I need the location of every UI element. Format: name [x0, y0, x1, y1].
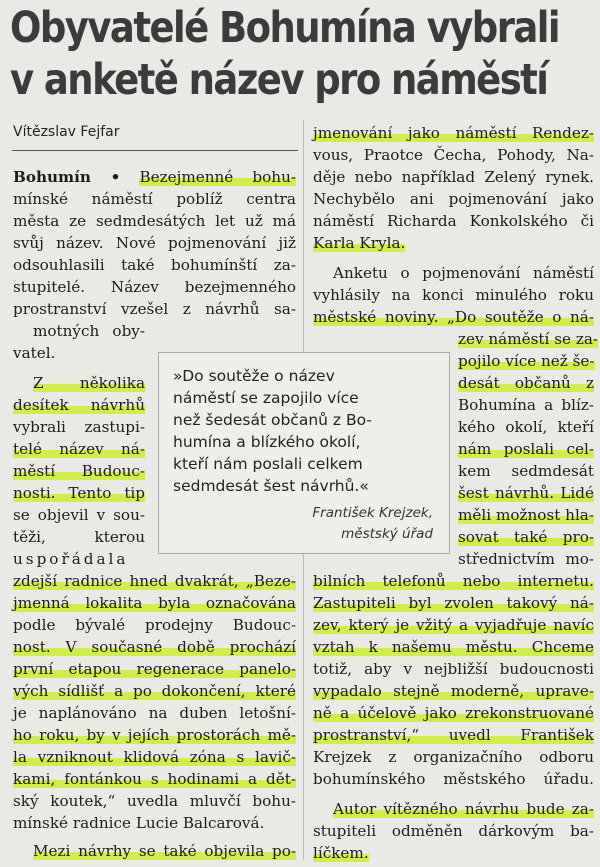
col2-line: kého okolí, kteří	[458, 418, 594, 436]
col2-line: Anketu o pojmenování náměstí	[333, 264, 594, 282]
byline-rule	[12, 150, 298, 151]
col2-line: prostranství,“ uvedl František	[313, 726, 594, 744]
quote-line: »Do soutěže o název	[173, 367, 335, 385]
col2-line: zev, který je vžitý a vyjadřuje navíc	[313, 616, 594, 634]
quote-line: kteří nám poslali celkem	[173, 455, 363, 473]
col2-line: vypadalo stejně moderně, uprave-	[313, 682, 594, 700]
col1-line: telé název ná-	[13, 440, 145, 458]
col1-line: Bohumín • Bezejmenné bohu-	[13, 168, 296, 186]
quote-author-role: městský úřad	[341, 526, 433, 542]
col1-line: jmenná lokalita byla označována	[13, 594, 296, 612]
col2-line: střednictvím mo-	[458, 550, 594, 568]
col2-line: ně a účelově jako zrekonstruované	[313, 704, 594, 722]
col1-line: mínské náměstí poblíž centra	[13, 190, 296, 208]
col2-line: vztah k našemu městu. Chceme	[313, 638, 594, 656]
col1-line: vých sídlišť a po dokončení, které	[13, 682, 296, 700]
col1-line: Z několika	[33, 374, 145, 392]
col2-line: Bohumína a blíz-	[458, 396, 594, 414]
quote-line: sedmdesát šest návrhů.«	[173, 477, 369, 495]
col2-line: vous, Praotce Čecha, Pohody, Na-	[313, 146, 594, 164]
col1-line: ho roku, by v jejích prostorách mě-	[13, 726, 296, 744]
col2-line: desát občanů z	[458, 374, 594, 392]
col2-line: bilních telefonů nebo internetu.	[313, 572, 594, 590]
col2-line: vyhlásily na konci minulého roku	[313, 286, 594, 304]
col1-line: prostranství vzešel z návrhů sa-	[13, 300, 296, 318]
col1-line: podle bývalé prodejny Budouc-	[13, 616, 296, 634]
col2-line: líčkem.	[313, 844, 369, 862]
col2-line: pojilo více než še-	[458, 352, 595, 370]
col2-line: nám poslali cel-	[458, 440, 594, 458]
col1-line: města ze sedmdesátých let už má	[13, 212, 296, 230]
col1-line: svůj název. Nové pojmenování již	[13, 234, 296, 252]
headline-line-2: v anketě název pro náměstí	[10, 55, 548, 105]
col2-line: Autor vítězného návrhu bude za-	[333, 800, 594, 818]
col1-line: těži, kterou	[13, 528, 145, 546]
col2-line: Krejzek z organizačního odboru	[313, 748, 594, 766]
col2-line: Nechybělo ani pojmenování jako	[313, 190, 594, 208]
quote-line: než šedesát občanů z Bo-	[173, 411, 372, 429]
col1-line: zdejší radnice hned dvakrát, „Beze-	[13, 572, 296, 590]
col2-line: Karla Kryla.	[313, 234, 406, 252]
col2-line: zev náměstí se za-	[458, 330, 599, 348]
col2-line: bohumínského městského úřadu.	[313, 770, 594, 788]
col1-line: vybrali zastupi-	[13, 418, 145, 436]
col1-line: la vzniknout klidová zóna s lavič-	[13, 748, 296, 766]
col1-line: kami, fontánkou s hodinami a dět-	[13, 770, 296, 788]
col2-line: šest návrhů. Lidé	[458, 484, 594, 502]
col1-line: první etapou regenerace panelo-	[13, 660, 296, 678]
col2-line: měli možnost hla-	[458, 506, 594, 524]
quote-author-name: František Krejzek,	[312, 505, 433, 521]
col1-line: mínské radnice Lucie Balcarová.	[13, 814, 265, 832]
col2-line: sovat také pro-	[458, 528, 594, 546]
col2-line: Zastupiteli byl zvolen takový ná-	[313, 594, 594, 612]
col1-line: je naplánováno na duben letošní-	[13, 704, 296, 722]
col2-line: náměstí Richarda Konkolského či	[313, 212, 594, 230]
dateline: Bohumín •	[13, 168, 121, 186]
quote-line: humína a blízkého okolí,	[173, 433, 361, 451]
col2-line: kem sedmdesát	[458, 462, 594, 480]
quote-line: náměstí se zapojilo více	[173, 389, 359, 407]
col1-line: vatel.	[13, 344, 56, 362]
col1-line: odsouhlasili také bohumínští za-	[13, 256, 296, 274]
col2-line: totiž, aby v nejbližší budoucnosti	[313, 660, 594, 678]
col1-line: uspořádala	[13, 550, 129, 568]
col2-line: děje nebo například Zelený rynek.	[313, 168, 594, 186]
pull-quote	[158, 352, 450, 554]
byline: Vítězslav Fejfar	[13, 124, 120, 140]
quote-close-mark: «	[359, 477, 369, 495]
col2-line: stupiteli odměněn dárkovým ba-	[313, 822, 594, 840]
col1-line: desítek návrhů	[13, 396, 145, 414]
article-headline	[10, 2, 560, 106]
col1-line: nost. V současné době prochází	[13, 638, 296, 656]
col1-line: nosti. Tento tip	[13, 484, 145, 502]
col1-line: se objevil v sou-	[13, 506, 145, 524]
col1-line: Mezi návrhy se také objevila po-	[33, 842, 296, 860]
headline-line-1: Obyvatelé Bohumína vybrali	[10, 3, 560, 53]
col1-line: městí Budouc-	[13, 462, 145, 480]
col1-line: stupitelé. Název bezejmenného	[13, 278, 296, 296]
col2-line: jmenování jako náměstí Rendez-	[313, 124, 594, 142]
col2-line: městské noviny. „Do soutěže o ná-	[313, 308, 594, 326]
col1-line: ský koutek,“ uvedla mluvčí bohu-	[13, 792, 296, 810]
quote-open-mark: »	[173, 367, 183, 385]
col1-line: motných oby-	[33, 322, 145, 340]
